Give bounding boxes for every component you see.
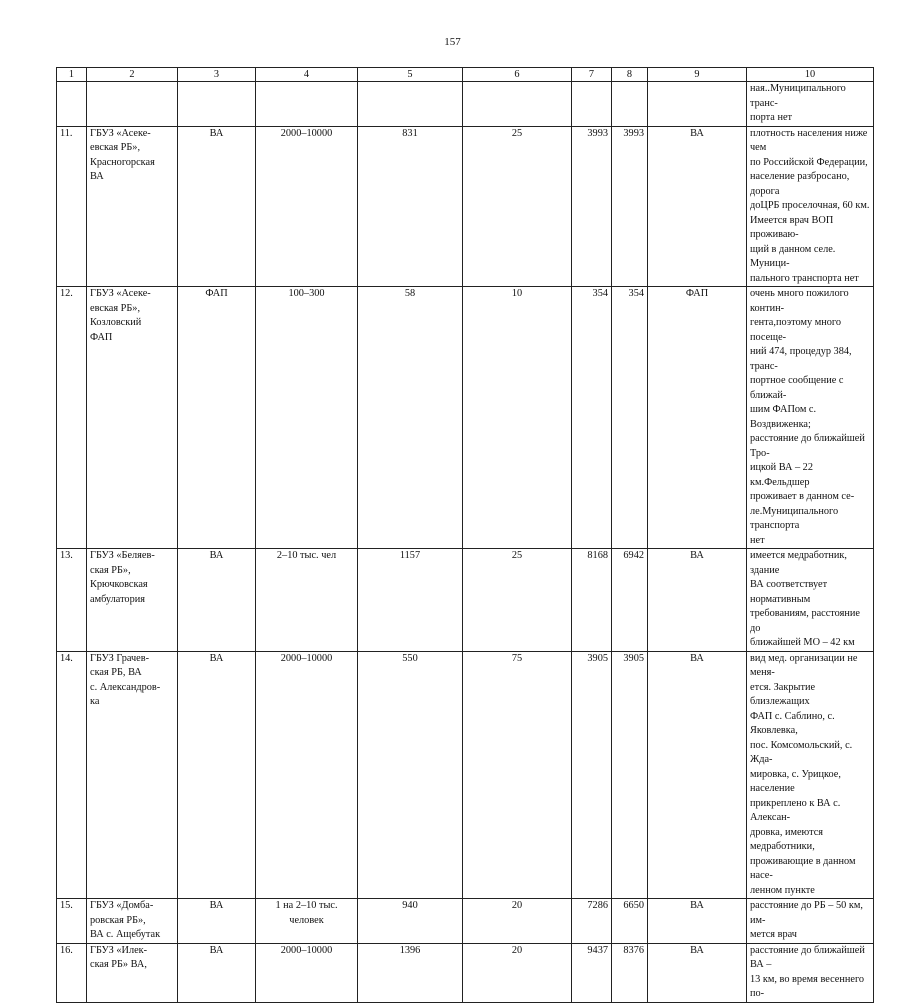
cell-text: 9437	[587, 944, 608, 956]
cell-text: 75	[511, 652, 523, 664]
proposed-type-cell	[648, 899, 747, 944]
row-number-cell	[57, 899, 87, 944]
cell-text: 6650	[623, 900, 644, 911]
cell-text: 2000–10000	[280, 127, 333, 139]
type-cell	[178, 943, 256, 1002]
cell-text: 25	[511, 127, 523, 139]
cell-text: расстояние до РБ – 50 км, им- мется врач	[750, 900, 863, 940]
table-row	[57, 943, 874, 1002]
cell-text: 3905	[587, 652, 608, 664]
proposed-type-cell	[648, 549, 747, 652]
cell-text: 8376	[623, 944, 644, 956]
proposed-type-cell	[648, 82, 747, 127]
population-cell	[256, 82, 358, 127]
notes-cell	[747, 651, 874, 899]
population-cell	[256, 549, 358, 652]
value-cell-7	[572, 82, 612, 127]
value-cell-7	[572, 899, 612, 944]
value-cell-6	[463, 651, 572, 899]
value-cell-6	[463, 549, 572, 652]
population-cell	[256, 287, 358, 549]
cell-text: ГБУЗ «Беляев- ская РБ», Крючковская амбулатория	[90, 550, 155, 605]
page-number: 157	[444, 36, 461, 48]
value-cell-6	[463, 287, 572, 549]
cell-text: ГБУЗ «Асеке- евская РБ», Красногорская ВА	[90, 127, 155, 182]
cell-text: ВА	[209, 127, 224, 139]
type-cell	[178, 651, 256, 899]
cell-text: имеется медработник, здание ВА соответствует нормативным требованиям, расстояние до ближайшей МО – 42 км	[750, 550, 860, 648]
proposed-type-cell	[648, 126, 747, 287]
value-cell-7	[572, 287, 612, 549]
institution-cell	[87, 126, 178, 287]
header-cell: 3	[178, 68, 256, 82]
cell-text: ГБУЗ «Асеке- евская РБ», Козловский ФАП	[90, 288, 151, 343]
cell-text: ная..Муниципального транс- порта нет	[750, 83, 846, 123]
institution-cell	[87, 651, 178, 899]
table-body	[57, 82, 874, 1003]
value-cell-5	[358, 287, 463, 549]
cell-text: 2000–10000	[280, 652, 333, 664]
value-cell-5	[358, 899, 463, 944]
cell-text: 354	[592, 288, 608, 299]
value-cell-5	[358, 126, 463, 287]
cell-text: 7286	[587, 900, 608, 911]
value-cell-8	[612, 899, 648, 944]
document-table	[56, 67, 874, 1003]
header-cell: 6	[463, 68, 572, 82]
cell-text: 14.	[60, 652, 73, 664]
cell-text: ВА	[209, 944, 224, 956]
cell-text: ФАП	[685, 288, 709, 299]
table-row	[57, 899, 874, 944]
row-number-cell	[57, 82, 87, 127]
proposed-type-cell	[648, 287, 747, 549]
cell-text: ВА	[209, 900, 224, 911]
cell-text: ВА	[209, 550, 224, 561]
cell-text: 25	[511, 550, 523, 561]
cell-text: 3993	[587, 127, 608, 139]
header-cell: 10	[747, 68, 874, 82]
cell-text: вид мед. организации не меня- ется. Закрытие близлежащих ФАП с. Саблино, с. Яковлевка, пос. Комсомольский, с. Жда- мировка, с. Урицкое, население прикреплено к ВА с. Алексан- дровка, имеются медработники, проживающие в данном насе- ленном пункте	[750, 652, 858, 896]
cell-text: 354	[628, 288, 644, 299]
cell-text: 940	[402, 900, 418, 911]
notes-cell	[747, 549, 874, 652]
cell-text: 550	[402, 652, 418, 664]
cell-text: ВА	[690, 944, 704, 956]
table-row	[57, 82, 874, 127]
value-cell-8	[612, 549, 648, 652]
proposed-type-cell	[648, 943, 747, 1002]
type-cell	[178, 287, 256, 549]
row-number-cell	[57, 287, 87, 549]
row-number-cell	[57, 651, 87, 899]
value-cell-6	[463, 943, 572, 1002]
row-number-cell	[57, 549, 87, 652]
cell-text: 831	[402, 127, 418, 139]
cell-text: 1157	[399, 550, 421, 561]
value-cell-6	[463, 82, 572, 127]
cell-text: 3993	[623, 127, 644, 139]
value-cell-6	[463, 899, 572, 944]
value-cell-8	[612, 126, 648, 287]
value-cell-8	[612, 943, 648, 1002]
cell-text: 12.	[60, 288, 73, 299]
value-cell-5	[358, 549, 463, 652]
cell-text: 16.	[60, 944, 73, 956]
header-cell: 9	[648, 68, 747, 82]
table-row	[57, 549, 874, 652]
institution-cell	[87, 287, 178, 549]
notes-cell	[747, 287, 874, 549]
table-row	[57, 126, 874, 287]
cell-text: 6942	[623, 550, 644, 561]
cell-text: 1396	[399, 944, 421, 956]
proposed-type-cell	[648, 651, 747, 899]
value-cell-7	[572, 126, 612, 287]
cell-text: ВА	[690, 550, 704, 561]
institution-cell	[87, 82, 178, 127]
value-cell-5	[358, 943, 463, 1002]
value-cell-7	[572, 651, 612, 899]
cell-text: плотность населения ниже чем по Российской Федерации, население разбросано, дорога доЦРБ проселочная, 60 км. Имеется врач ВОП проживаю- щий в данном селе. Муници- пального транспорта нет	[750, 127, 870, 284]
cell-text: ГБУЗ «Домба- ровская РБ», ВА с. Ащебутак	[90, 900, 161, 940]
table-row	[57, 287, 874, 549]
value-cell-6	[463, 126, 572, 287]
population-cell	[256, 126, 358, 287]
cell-text: ВА	[690, 127, 704, 139]
cell-text: ВА	[209, 652, 224, 664]
notes-cell	[747, 943, 874, 1002]
row-number-cell	[57, 126, 87, 287]
cell-text: 10	[511, 288, 523, 299]
row-number-cell	[57, 943, 87, 1002]
table-row	[57, 651, 874, 899]
cell-text: очень много пожилого контин- гента,поэтому много посеще- ний 474, процедур 384, транс- портное сообщение с ближай- шим ФАПом с. Воздвиженка; расстояние до ближайшей Тро- ицкой ВА – 22 км.Фельдшер проживает в данном се- ле.Муниципального транспорта нет	[750, 288, 865, 546]
header-cell: 1	[57, 68, 87, 82]
value-cell-5	[358, 82, 463, 127]
institution-cell	[87, 549, 178, 652]
type-cell	[178, 549, 256, 652]
header-cell: 7	[572, 68, 612, 82]
value-cell-7	[572, 549, 612, 652]
value-cell-5	[358, 651, 463, 899]
cell-text: 58	[404, 288, 416, 299]
cell-text: ГБУЗ «Илек- ская РБ» ВА,	[90, 944, 148, 970]
cell-text: 11.	[60, 127, 73, 139]
header-cell: 2	[87, 68, 178, 82]
cell-text: 2000–10000	[280, 944, 333, 956]
cell-text: 20	[511, 944, 523, 956]
value-cell-8	[612, 287, 648, 549]
value-cell-7	[572, 943, 612, 1002]
cell-text: 1 на 2–10 тыс. человек	[275, 900, 338, 926]
header-cell: 4	[256, 68, 358, 82]
cell-text: 100–300	[288, 288, 325, 299]
population-cell	[256, 899, 358, 944]
population-cell	[256, 651, 358, 899]
header-cell: 5	[358, 68, 463, 82]
institution-cell	[87, 899, 178, 944]
cell-text: 2–10 тыс. чел	[276, 550, 337, 561]
cell-text: ФАП	[205, 288, 228, 299]
institution-cell	[87, 943, 178, 1002]
cell-text: ВА	[690, 652, 704, 664]
value-cell-8	[612, 651, 648, 899]
type-cell	[178, 126, 256, 287]
cell-text: 20	[511, 900, 523, 911]
value-cell-8	[612, 82, 648, 127]
cell-text: 13.	[60, 550, 73, 561]
cell-text: ГБУЗ Грачев- ская РБ, ВА с. Александров- ка	[90, 652, 161, 707]
cell-text: ВА	[690, 900, 704, 911]
notes-cell	[747, 126, 874, 287]
table-header-row	[57, 68, 874, 82]
cell-text: 15.	[60, 900, 73, 911]
type-cell	[178, 82, 256, 127]
notes-cell	[747, 82, 874, 127]
cell-text: 3905	[623, 652, 644, 664]
notes-cell	[747, 899, 874, 944]
header-cell: 8	[612, 68, 648, 82]
population-cell	[256, 943, 358, 1002]
cell-text: расстояние до ближайшей ВА – 13 км, во время весеннего по-	[750, 944, 865, 999]
type-cell	[178, 899, 256, 944]
cell-text: 8168	[587, 550, 608, 561]
